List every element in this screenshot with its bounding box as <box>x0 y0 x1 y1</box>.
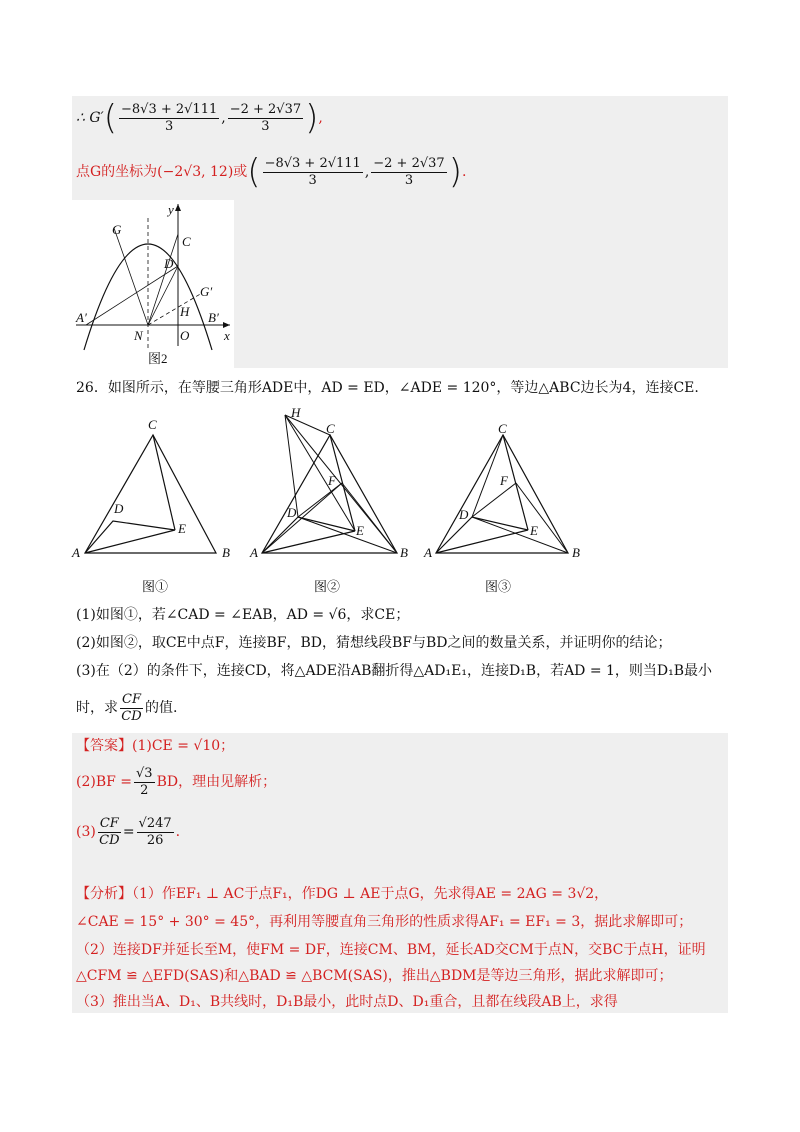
analysis-line-5: （3）推出当A、D₁、B共线时，D₁B最小，此时点D、D₁重合，且都在线段AB上，求得 <box>76 994 618 1010</box>
answer-3-den: CD <box>99 832 120 848</box>
cf-num: CF <box>122 691 141 707</box>
label-a-prime: A′ <box>76 310 87 325</box>
answer-2-post: BD，理由见解析； <box>156 774 277 790</box>
answer-label: 【答案】 <box>76 738 132 754</box>
figure-caption-3: 图③ <box>485 579 512 594</box>
fig1-label-b: B <box>222 545 230 560</box>
answer-1: (1)CE = √10； <box>132 738 235 754</box>
problem-statement: 26．如图所示，在等腰三角形ADE中，AD = ED，∠ADE = 120°，等边△ABC边长为4，连接CE. <box>76 380 699 396</box>
fig1-label-c: C <box>148 417 157 432</box>
answer-2-den: 2 <box>140 782 149 798</box>
answer-3-eq: = <box>122 824 135 840</box>
fig2-label-a: A <box>250 545 258 560</box>
fig3-label-f: F <box>500 473 508 488</box>
geometry-figures <box>0 405 800 605</box>
fig2-label-e: E <box>356 523 364 538</box>
answer-line-1 <box>76 736 234 756</box>
analysis-line-4: △CFM ≌ △EFD(SAS)和△BAD ≌ △BCM(SAS)，推出△BDM是等边三角形，据此求解即可； <box>76 968 673 984</box>
question-2: (2)如图②，取CE中点F，连接BF，BD，猜想线段BF与BD之间的数量关系，并证明你的结论； <box>76 635 672 651</box>
label-o: O <box>180 328 190 343</box>
parabola-figure <box>72 200 234 368</box>
g-prime-line: ∴ G′ ( $\frac{-8√3 + 2√111}{3}$ , $\frac{-2 + 2√37}{3}$ ) , <box>76 98 323 138</box>
g-alt-x-num: −8√3 + 2√111 <box>264 155 361 171</box>
figure-caption-1: 图① <box>142 579 169 594</box>
analysis-label: 【分析】 <box>76 886 132 902</box>
g-alt-y-num: −2 + 2√37 <box>373 155 445 171</box>
figure-2 <box>249 405 408 560</box>
label-b-prime: B′ <box>208 310 219 325</box>
g-alt-x-frac <box>263 156 363 189</box>
paren-close: ) <box>305 98 319 138</box>
analysis-line-3: （2）连接DF并延长至M，使FM = DF，连接CM、BM，延长AD交CM于点N，交BC于点H，证明 <box>76 942 706 958</box>
answer-3-lhs-frac <box>98 816 121 849</box>
label-g-prime: G′ <box>200 284 213 299</box>
label-c: C <box>182 234 191 249</box>
g-prime-y-frac <box>228 102 303 135</box>
label-g: G <box>112 222 122 237</box>
g-prime-x-num: −8√3 + 2√111 <box>121 101 218 117</box>
label-d: D <box>164 256 174 271</box>
question-3-continued <box>76 688 177 728</box>
g-alt-y-den: 3 <box>404 172 414 188</box>
answer-3-rden: 26 <box>146 832 164 848</box>
fig3-label-d: D <box>459 507 469 522</box>
figure-caption-2: 图② <box>314 579 341 594</box>
g-prime-y-den: 3 <box>261 118 270 134</box>
fig2-label-h: H <box>291 405 301 420</box>
answer-line-3 <box>76 812 180 852</box>
figure-3 <box>423 421 580 560</box>
fig2-label-f: F <box>328 473 336 488</box>
answer-3-post: . <box>175 824 181 840</box>
fig3-label-e: E <box>530 523 538 538</box>
g-prime-x-frac <box>119 102 219 135</box>
analysis-1: （1）作EF₁ ⊥ AC于点F₁，作DG ⊥ AE于点G，先求得AE = 2AG = 3√2， <box>132 886 609 902</box>
answer-3-rhs-frac <box>137 816 174 849</box>
question-3-pre: 时，求 <box>76 700 118 716</box>
label-x: x <box>224 328 230 343</box>
label-y: y <box>168 202 174 217</box>
g-prime-x-den: 3 <box>164 118 174 134</box>
label-n: N <box>134 328 143 343</box>
cd-den: CD <box>121 708 142 724</box>
g-alt-x-den: 3 <box>308 172 317 188</box>
g-prime-prefix: ∴ G′ <box>76 110 104 126</box>
label-h: H <box>180 304 190 319</box>
answer-3-pre: (3) <box>76 824 96 840</box>
fig2-label-c: C <box>326 421 335 436</box>
fig3-label-b: B <box>572 545 580 560</box>
fig2-label-d: D <box>287 505 297 520</box>
figure-1 <box>71 417 230 560</box>
fig3-label-c: C <box>498 421 507 436</box>
paren-open: ( <box>103 98 117 138</box>
answer-3-num: CF <box>99 815 119 831</box>
cf-cd-fraction <box>120 692 143 725</box>
answer-3-rnum: √247 <box>138 815 172 831</box>
g-prime-y-num: −2 + 2√37 <box>229 101 302 117</box>
analysis-line-2: ∠CAE = 15° + 30° = 45°，再利用等腰直角三角形的性质求得AF₁ = EF₁ = 3，据此求解即可； <box>76 914 693 930</box>
fig3-label-a: A <box>424 545 432 560</box>
answer-2-num: √3 <box>136 765 153 781</box>
fig1-label-a: A <box>72 545 80 560</box>
g-coordinate-line: 点G的坐标为(−2√3, 12)或 ( $\frac{-8√3 + 2√111}{3}$ , $\frac{-2 + 2√37}{3}$ ) . <box>76 152 467 192</box>
sqrt3-over-2 <box>134 766 155 799</box>
fig1-label-d: D <box>114 501 124 516</box>
answer-line-2 <box>76 762 276 802</box>
analysis-line-1 <box>76 884 608 904</box>
g-coordinate-text: 点G的坐标为(−2√3, 12)或 <box>76 164 248 180</box>
figure-2-caption: 图2 <box>148 351 168 366</box>
g-alt-y-frac <box>371 156 446 189</box>
question-3: (3)在（2）的条件下，连接CD，将△ADE沿AB翻折得△AD₁E₁，连接D₁B，若AD = 1，则当D₁B最小 <box>76 663 713 679</box>
question-1: (1)如图①，若∠CAD = ∠EAB，AD = √6，求CE； <box>76 607 410 623</box>
parabola-diagram <box>72 200 234 368</box>
answer-2-pre: (2)BF = <box>76 774 133 790</box>
fig1-label-e: E <box>178 521 186 536</box>
question-3-post: 的值. <box>144 700 178 716</box>
fig2-label-b: B <box>400 545 408 560</box>
